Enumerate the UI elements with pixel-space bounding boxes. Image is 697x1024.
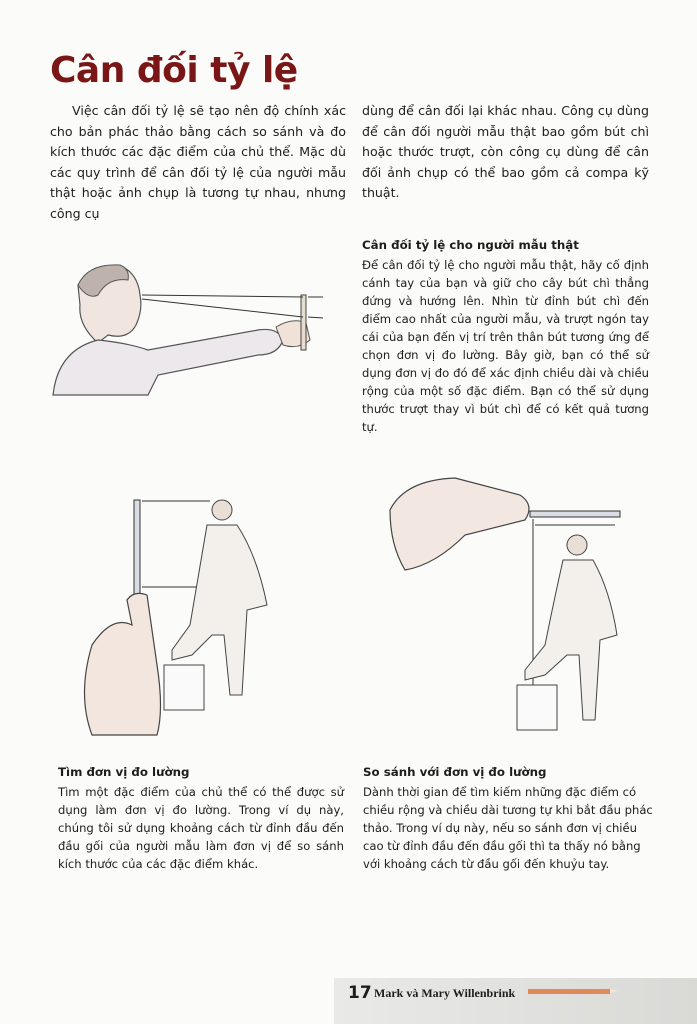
section-body-find-unit: Tìm một đặc điểm của chủ thể có thể được sử dụng làm đơn vị đo lường. Trong ví dụ này, chúng tôi sử dụng khoảng cách từ đỉnh đầu đến đầu gối của người mẫu làm đơn vị để so sánh kích thước của các đặc điểm khác.: [58, 785, 344, 871]
pencil-tip-icon: [610, 989, 618, 993]
section-body-live-model: Để cân đối tỷ lệ cho người mẫu thật, hãy cố định cánh tay của bạn và giữ cho cây bút chì thẳng đứng và hướng lên. Nhìn từ đỉnh bút chì đến điểm cao nhất của người mẫu, và trượt ngón tay cái của bạn đến vị trí trên thân bút tương ứng để chọn đơn vị đo lường. Bây giờ, bạn có thể sử dụng đơn vị đo đó để xác định chiều dài và chiều rộng của một số đặc điểm. Bạn có thể sử dụng thước trượt thay vì bút chì để có kết quả tương tự.: [362, 258, 649, 434]
page-title: Cân đối tỷ lệ: [50, 50, 298, 91]
section-body-compare-unit: Dành thời gian để tìm kiếm những đặc điểm có chiều rộng và chiều dài tương tự khi bắt đầu phác thảo. Trong ví dụ này, nếu so sánh đơn vị chiều cao từ đỉnh đầu đến đầu gối thì ta thấy nó bằng với khoảng cách từ đầu gối đến khuỷu tay.: [363, 785, 653, 871]
page-footer: [334, 978, 697, 1024]
section-heading-compare-unit: So sánh với đơn vị đo lường: [363, 765, 547, 779]
section-heading-find-unit: Tìm đơn vị đo lường: [58, 765, 190, 779]
pencil-icon: [528, 989, 610, 994]
illustration-compare-with-unit: [385, 475, 630, 740]
section-heading-live-model: Cân đối tỷ lệ cho người mẫu thật: [362, 238, 579, 252]
footer-author: Mark và Mary Willenbrink: [374, 986, 516, 1000]
intro-right-column: dùng để cân đối lại khác nhau. Công cụ dùng để cân đối người mẫu thật bao gồm bút chì hoặc thước trượt, còn công cụ dùng để cân đối ảnh chụp có thể bao gồm cả compa kỹ thuật.: [362, 103, 649, 200]
illustration-find-unit-of-measure: [72, 495, 282, 740]
illustration-artist-measuring-with-pencil: [48, 255, 328, 400]
intro-left-column: Việc cân đối tỷ lệ sẽ tạo nên độ chính xác cho bản phác thảo bằng cách so sánh và đo kích thước các đặc điểm của chủ thể. Mặc dù các quy trình để cân đối tỷ lệ của người mẫu thật hoặc ảnh chụp là tương tự nhau, nhưng công cụ: [50, 103, 346, 221]
page-number: 17: [348, 983, 372, 1003]
